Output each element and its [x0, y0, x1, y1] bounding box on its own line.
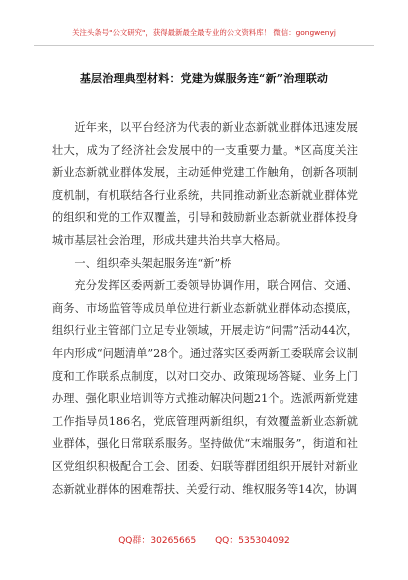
header-divider — [34, 45, 374, 46]
footer-qq: QQ：535304092 — [215, 536, 290, 546]
section-heading: 一、组织牵头架起服务连“新”桥 — [74, 256, 232, 270]
document-body — [52, 117, 358, 501]
footer-qq-group: QQ群：30265665 — [118, 536, 197, 546]
footer-contact — [0, 533, 408, 546]
document-title: 基层治理典型材料：党建为媒服务连“新”治理联动 — [79, 72, 329, 85]
section-paragraph: 充分发挥区委两新工委领导协调作用，联合网信、交通、商务、市场监管等成员单位进行新业态新就业群体动态摸底，组织行业主管部门立足专业领域，开展走访“问需”活动44次，年内形成“问题清单”28个。通过落实区委两新工委联席会议制度和工作联系点制度，以对口交办、政策现场答疑、业务上门办理、强化职业培训等方式推动解决问题21个。选派两新党建工作指导员186名，党底管理两新组织，有效覆盖新业态新就业群体，强化日常联系服务。坚持做优“末端服务”，街道和社区党组织积极配合工会、团委、妇联等群团组织开展针对新业态新就业群体的困难帮扶、关爱行动、维权服务等14次，协调 — [52, 279, 358, 496]
intro-paragraph: 近年来，以平台经济为代表的新业态新就业群体迅速发展壮大，成为了经济社会发展中的一支重要力量。*区高度关注新业态新就业群体发展，主动延伸党建工作触角，创新各项制度机制，有机联结各行业系统，共同推动新业态新就业群体党的组织和党的工作双覆盖，引导和鼓励新业态新就业群体投身城市基层社会治理，形成共建共治共享大格局。 — [52, 121, 358, 247]
header-banner: 关注头条号"公文研究"，获得最新最全最专业的公文资料库！ 微信：gongwenyj — [72, 28, 336, 37]
